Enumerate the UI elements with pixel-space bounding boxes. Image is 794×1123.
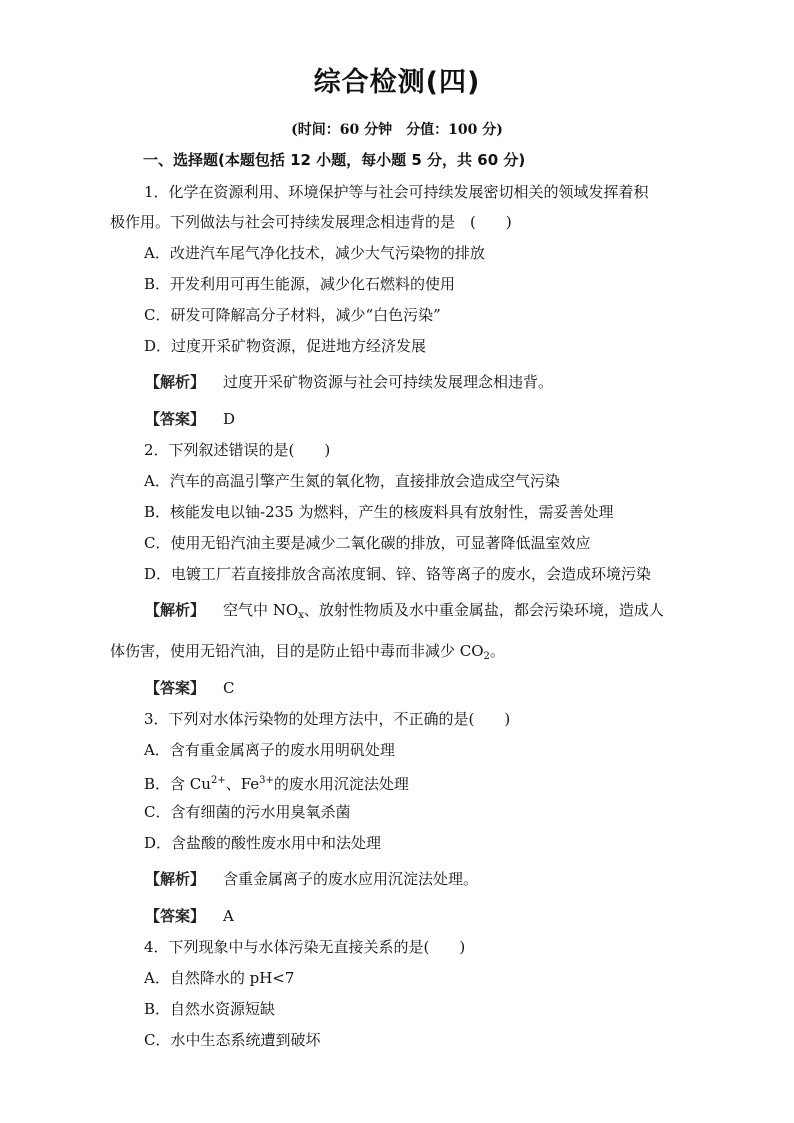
q3-option-d: D．含盐酸的酸性废水用中和法处理	[144, 834, 382, 852]
q3-answer-value: A	[223, 907, 234, 925]
q2-analysis-line2: 体伤害，使用无铅汽油，目的是防止铅中毒而非减少 $CO_2$。	[110, 642, 505, 662]
q3-analysis-text: 含重金属离子的废水应用沉淀法处理。	[223, 870, 479, 888]
q4-option-a: A．自然降水的 pH<7	[144, 969, 295, 987]
q3-analysis-tag: 【解析】	[145, 870, 206, 888]
q4-option-c: C．水中生态系统遭到破坏	[144, 1031, 321, 1049]
q3-analysis	[0, 869, 478, 889]
q1-option-a: A．改进汽车尾气净化技术，减少大气污染物的排放	[144, 244, 485, 262]
q3-option-b: B．含 $Cu^{2+}$、$Fe^{3+}$的废水用沉淀法处理	[144, 775, 409, 793]
q1-option-c: C．研发可降解高分子材料，减少“白色污染”	[144, 306, 441, 324]
q4-stem: 4．下列现象中与水体污染无直接关系的是( )	[144, 938, 466, 956]
q1-stem-line1: 1．化学在资源利用、环境保护等与社会可持续发展密切相关的领域发挥着积	[144, 183, 649, 201]
q1-analysis	[0, 372, 553, 392]
q2-stem: 2．下列叙述错误的是( )	[144, 441, 331, 459]
q1-option-d: D．过度开采矿物资源，促进地方经济发展	[144, 337, 427, 355]
q2-answer-tag: 【答案】	[145, 679, 206, 697]
q2-option-c: C．使用无铅汽油主要是减少二氧化碳的排放，可显著降低温室效应	[144, 534, 591, 552]
q2-analysis-tag: 【解析】	[145, 601, 206, 619]
q2-option-a: A．汽车的高温引擎产生氮的氧化物，直接排放会造成空气污染	[144, 472, 560, 490]
q1-answer-value: D	[223, 410, 236, 428]
q1-stem-line2: 极作用。下列做法与社会可持续发展理念相违背的是 ( )	[110, 213, 512, 231]
q3-option-c: C．含有细菌的污水用臭氧杀菌	[144, 803, 351, 821]
q1-option-b: B．开发利用可再生能源，减少化石燃料的使用	[144, 275, 456, 293]
q1-analysis-tag: 【解析】	[145, 373, 206, 391]
q3-stem: 3．下列对水体污染物的处理方法中，不正确的是( )	[144, 710, 511, 728]
q1-answer	[0, 409, 235, 429]
q2-answer	[0, 678, 235, 698]
q2-analysis-line1: 【解析】 空气中 $NO_x$、放射性物质及水中重金属盐，都会污染环境，造成人	[145, 601, 664, 621]
q3-option-a: A．含有重金属离子的废水用明矾处理	[144, 741, 395, 759]
q4-option-b: B．自然水资源短缺	[144, 1000, 276, 1018]
page-title: 综合检测(四)	[313, 67, 481, 98]
q2-option-b: B．核能发电以铀-235 为燃料，产生的核废料具有放射性，需妥善处理	[144, 503, 614, 521]
q2-answer-value: C	[223, 679, 235, 697]
exam-time-score: (时间：60 分钟 分值：100 分)	[291, 122, 503, 138]
q3-answer-tag: 【答案】	[145, 907, 206, 925]
q2-option-d: D．电镀工厂若直接排放含高浓度铜、锌、铬等离子的废水，会造成环境污染	[144, 565, 652, 583]
q1-analysis-text: 过度开采矿物资源与社会可持续发展理念相违背。	[223, 373, 554, 391]
q1-answer-tag: 【答案】	[145, 410, 206, 428]
q3-answer	[0, 906, 234, 926]
section-heading: 一、选择题(本题包括 12 小题，每小题 5 分，共 60 分)	[143, 151, 526, 169]
